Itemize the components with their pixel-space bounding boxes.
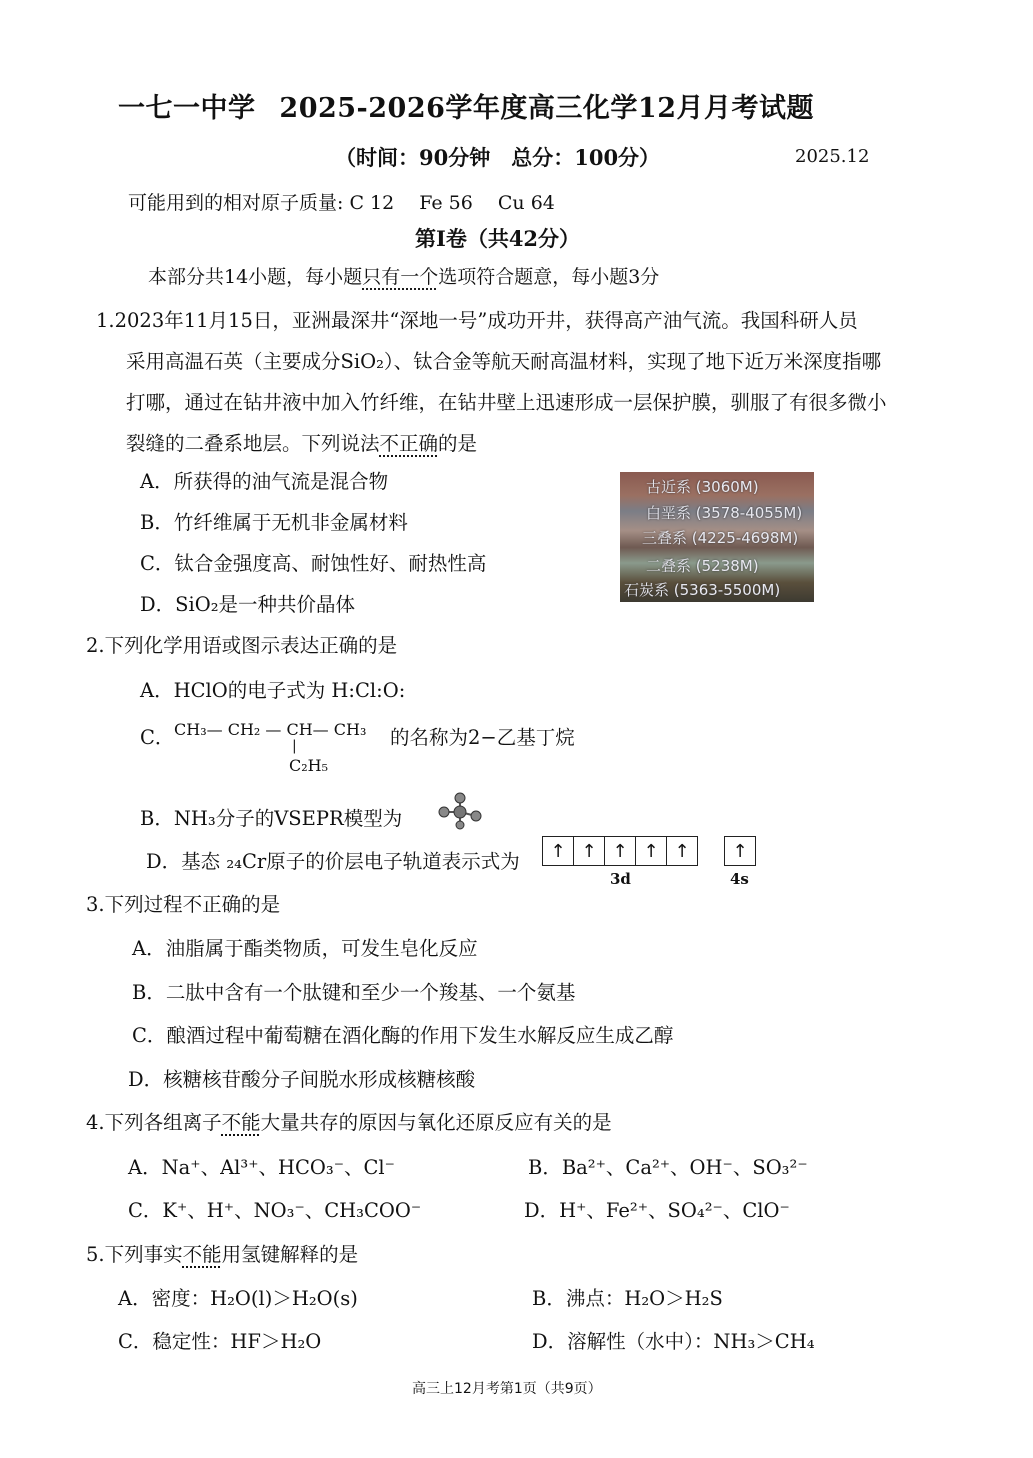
orbital-box: ↑ [574,836,605,866]
q4-stem-b: 大量共存的原因与氧化还原反应有关的是 [260,1111,612,1134]
orbital-box: ↑ [636,836,667,866]
orbital-box: ↑ [605,836,636,866]
question-1-stem [96,300,956,464]
q4-option-b: B．Ba²⁺、Ca²⁺、OH⁻、SO₃²⁻ [528,1156,808,1179]
exam-name: 2025-2026学年度高三化学12月月考试题 [279,93,814,124]
strata-label: 石炭系 (5363-5500M) [624,581,781,599]
q5-stem-b: 用氢键解释的是 [221,1243,359,1266]
orbital-4s-label: 4s [730,870,749,888]
q1-line-4a: 裂缝的二叠系地层。下列说法 [126,432,380,455]
section-title: 第Ⅰ卷（共42分） [415,226,581,251]
q3-option-a: A．油脂属于酯类物质，可发生皂化反应 [132,937,478,960]
strata-label: 三叠系 (4225-4698M) [642,529,799,547]
q2-option-c-label: C． [140,726,175,749]
q5-option-c: C．稳定性：HF＞H₂O [118,1330,322,1353]
strata-label: 二叠系 (5238M) [646,557,759,575]
q2-branch: C₂H₅ [289,756,329,775]
orbital-box: ↑ [542,836,574,866]
q4-option-a: A．Na⁺、Al³⁺、HCO₃⁻、Cl⁻ [128,1156,395,1179]
section-instruction [148,262,659,289]
q1-emphasis: 不正确 [379,432,439,455]
q1-line-4 [96,423,956,464]
instruction-emphasis: 只有一个 [362,266,439,288]
q5-emphasis: 不能 [182,1243,222,1266]
q2-branch-bond: | [292,738,297,754]
question-4-stem [86,1107,612,1135]
q1-option-b: B．竹纤维属于无机非金属材料 [140,511,408,534]
q4-option-d: D．H⁺、Fe²⁺、SO₄²⁻、ClO⁻ [524,1199,790,1222]
q5-option-a: A．密度：H₂O(l)＞H₂O(s) [118,1287,358,1310]
strata-photo [620,472,814,602]
q4-option-c: C．K⁺、H⁺、NO₃⁻、CH₃COO⁻ [128,1199,422,1222]
question-2-stem: 2.下列化学用语或图示表达正确的是 [86,634,398,657]
orbital-3d [542,836,698,866]
question-5-stem [86,1239,358,1267]
q2-option-a: A．HClO的电子式为 H:Cl:O: [140,679,406,702]
instruction-text-a: 本部分共14小题，每小题 [148,266,363,288]
q3-option-b: B．二肽中含有一个肽键和至少一个羧基、一个氨基 [132,981,576,1004]
instruction-text-b: 选项符合题意，每小题3分 [438,266,660,288]
orbital-4s [724,836,756,866]
q2-structural-formula: CH₃— CH₂ — CH— CH₃ [174,720,367,739]
q1-line-3: 打哪，通过在钻井液中加入竹纤维，在钻井壁上迅速形成一层保护膜，驯服了有很多微小 [126,391,887,414]
school-name: 一七一中学 [118,93,256,124]
question-3-stem: 3.下列过程不正确的是 [86,893,281,916]
strata-label: 古近系 (3060M) [646,478,759,496]
page-title [118,86,814,125]
exam-date: 2025.12 [795,146,870,167]
q2-option-d: D．基态 ₂₄Cr原子的价层电子轨道表示式为 [146,850,520,873]
q1-option-c: C．钛合金强度高、耐蚀性好、耐热性高 [140,552,487,575]
q1-option-a: A．所获得的油气流是混合物 [140,470,389,493]
q5-stem-a: 5.下列事实 [86,1243,183,1266]
q2-option-c-text: 的名称为2−乙基丁烷 [390,726,575,749]
q1-line-1: 1.2023年11月15日，亚洲最深井“深地一号”成功开井，获得高产油气流。我国科研人员 [96,309,858,332]
orbital-3d-label: 3d [610,870,631,888]
q3-option-c: C．酿酒过程中葡萄糖在酒化酶的作用下发生水解反应生成乙醇 [132,1024,674,1047]
vsepr-model-icon [436,792,486,830]
q1-line-4b: 的是 [438,432,478,455]
page-footer: 高三上12月考第1页（共9页） [412,1381,602,1397]
q4-stem-a: 4.下列各组离子 [86,1111,222,1134]
q5-option-b: B．沸点：H₂O＞H₂S [532,1287,723,1310]
strata-label: 白垩系 (3578-4055M) [646,504,803,522]
exam-subtitle: （时间：90分钟 总分：100分） [335,145,661,170]
q4-emphasis: 不能 [221,1111,261,1134]
q1-option-d: D．SiO₂是一种共价晶体 [140,593,356,616]
orbital-box: ↑ [724,836,756,866]
q5-option-d: D．溶解性（水中）：NH₃＞CH₄ [532,1330,815,1353]
orbital-box: ↑ [667,836,698,866]
q2-option-b: B．NH₃分子的VSEPR模型为 [140,807,403,830]
atomic-mass-note: 可能用到的相对原子质量: C 12 Fe 56 Cu 64 [128,192,555,214]
q3-option-d: D．核糖核苷酸分子间脱水形成核糖核酸 [128,1068,476,1091]
q1-line-2: 采用高温石英（主要成分SiO₂）、钛合金等航天耐高温材料，实现了地下近万米深度指哪 [126,350,882,373]
